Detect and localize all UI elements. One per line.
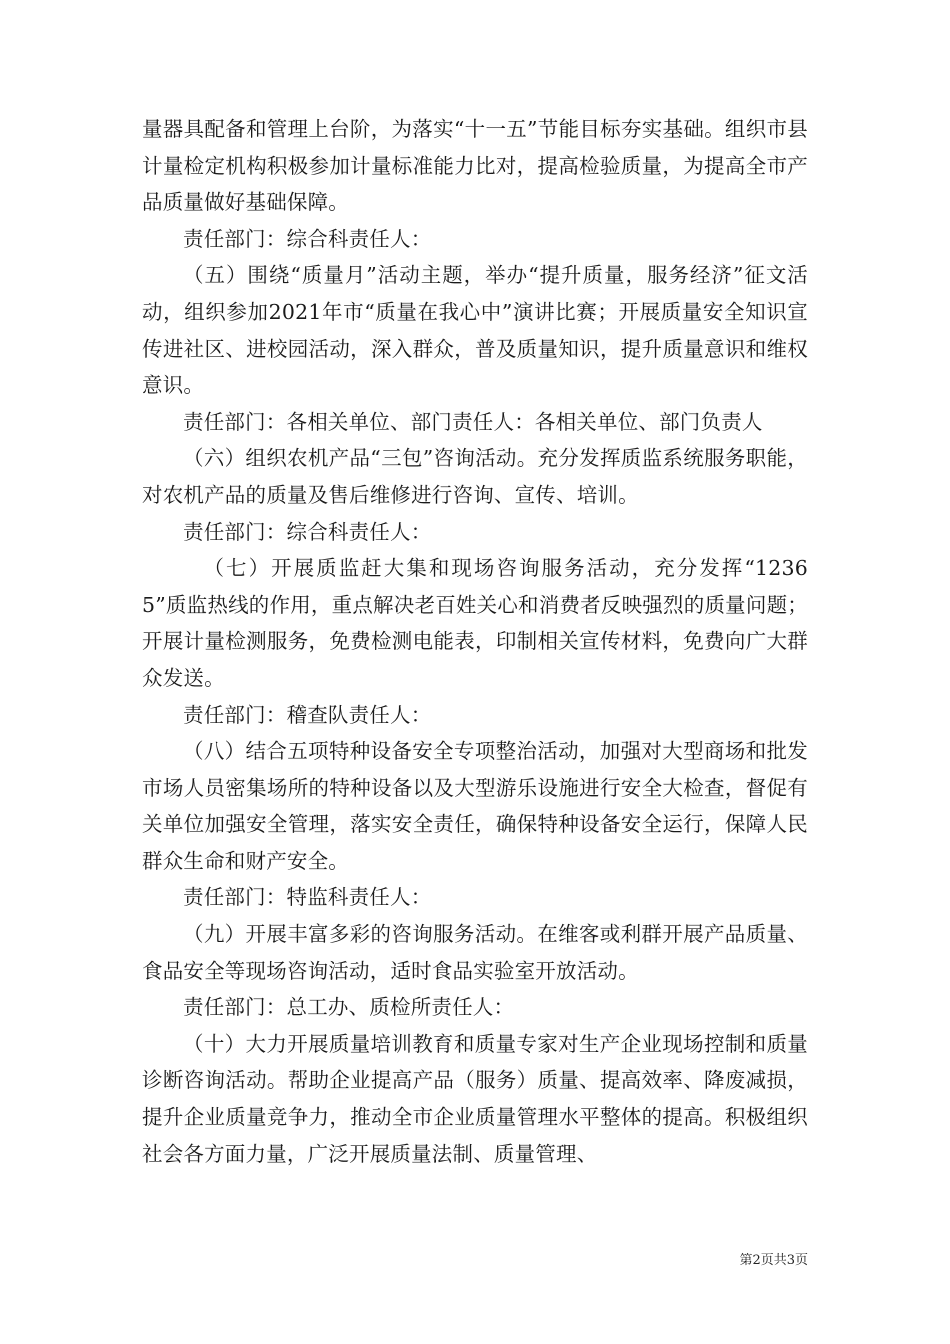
responsibility-line: 责任部门：总工办、质检所责任人： — [183, 995, 515, 1020]
section-six: （六）组织农机产品“三包”咨询活动。充分发挥质监系统服务职能，对农机产品的质量及售后维修进行咨询、宣传、培训。 — [142, 446, 808, 507]
paragraph-continuation: 量器具配备和管理上台阶，为落实“十一五”节能目标夯实基础。组织市县计量检定机构积极参加计量标准能力比对，提高检验质量，为提高全市产品质量做好基础保障。 — [142, 117, 808, 215]
section-five: （五）围绕“质量月”活动主题，举办“提升质量，服务经济”征文活动，组织参加2021年市“质量在我心中”演讲比赛；开展质量安全知识宣传进社区、进校园活动，深入群众，普及质量知识，提升质量意识和维权意识。 — [142, 263, 808, 398]
section-nine: （九）开展丰富多彩的咨询服务活动。在维客或利群开展产品质量、食品安全等现场咨询活动，适时食品实验室开放活动。 — [142, 922, 808, 983]
responsibility-line: 责任部门：综合科责任人： — [183, 226, 432, 251]
responsibility-line: 责任部门：综合科责任人： — [183, 519, 432, 544]
section-eight: （八）结合五项特种设备安全专项整治活动，加强对大型商场和批发市场人员密集场所的特种设备以及大型游乐设施进行安全大检查，督促有关单位加强安全管理，落实安全责任，确保特种设备安全运行，保障人民群众生命和财产安全。 — [142, 739, 808, 873]
responsibility-line: 责任部门：各相关单位、部门责任人：各相关单位、部门负责人 — [183, 409, 763, 434]
responsibility-line: 责任部门：稽查队责任人： — [183, 702, 432, 727]
responsibility-line: 责任部门：特监科责任人： — [183, 885, 432, 910]
section-seven: （七）开展质监赶大集和现场咨询服务活动，充分发挥“12365”质监热线的作用，重点解决老百姓关心和消费者反映强烈的质量问题；开展计量检测服务，免费检测电能表，印制相关宣传材料，免费向广大群众发送。 — [142, 556, 808, 690]
page-number-footer: 第2页共3页 — [739, 1253, 808, 1268]
section-ten: （十）大力开展质量培训教育和质量专家对生产企业现场控制和质量诊断咨询活动。帮助企业提高产品（服务）质量、提高效率、降废减损，提升企业质量竞争力，推动全市企业质量管理水平整体的提高。积极组织社会各方面力量，广泛开展质量法制、质量管理、 — [142, 1031, 808, 1166]
document-body — [142, 111, 808, 1172]
